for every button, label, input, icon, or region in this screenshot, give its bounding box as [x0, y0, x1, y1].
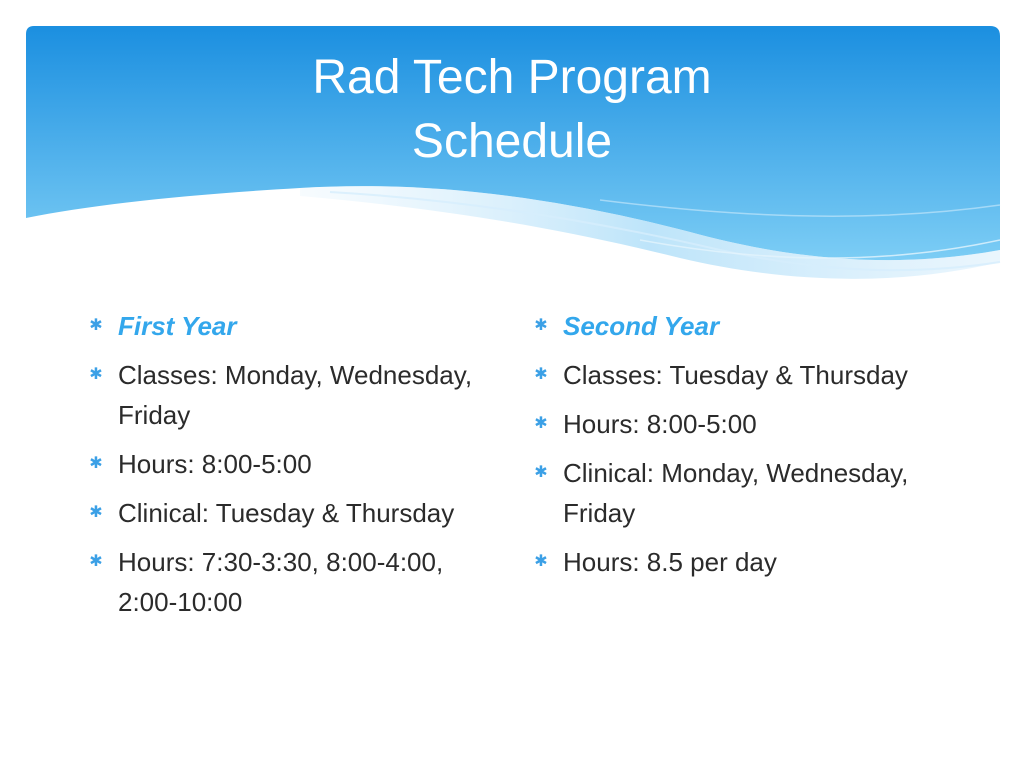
asterisk-icon: ✱	[89, 504, 103, 521]
list-item	[86, 355, 476, 435]
list-item	[531, 542, 921, 582]
second-year-column	[531, 306, 921, 591]
list-item	[86, 306, 476, 346]
asterisk-icon: ✱	[89, 366, 103, 383]
first-year-clinical-hours: Hours: 7:30-3:30, 8:00-4:00, 2:00-10:00	[118, 547, 444, 617]
asterisk-icon: ✱	[89, 317, 103, 334]
first-year-classes: Classes: Monday, Wednesday, Friday	[118, 360, 473, 430]
list-item	[86, 444, 476, 484]
second-year-classes: Classes: Tuesday & Thursday	[563, 360, 908, 390]
slide-title	[112, 46, 912, 174]
list-item	[531, 453, 921, 533]
asterisk-icon: ✱	[89, 553, 103, 570]
asterisk-icon: ✱	[534, 317, 548, 334]
first-year-heading: First Year	[118, 311, 237, 341]
first-year-clinical: Clinical: Tuesday & Thursday	[118, 498, 455, 528]
second-year-heading: Second Year	[563, 311, 720, 341]
asterisk-icon: ✱	[534, 464, 548, 481]
list-item	[531, 306, 921, 346]
asterisk-icon: ✱	[89, 455, 103, 472]
list-item	[531, 404, 921, 444]
asterisk-icon: ✱	[534, 553, 548, 570]
title-line-1: Rad Tech Program	[312, 51, 712, 104]
second-year-clinical: Clinical: Monday, Wednesday, Friday	[563, 458, 909, 528]
asterisk-icon: ✱	[534, 366, 548, 383]
first-year-class-hours: Hours: 8:00-5:00	[118, 449, 312, 479]
list-item	[86, 542, 476, 622]
first-year-column	[86, 306, 476, 631]
asterisk-icon: ✱	[534, 415, 548, 432]
list-item	[86, 493, 476, 533]
second-year-class-hours: Hours: 8:00-5:00	[563, 409, 757, 439]
second-year-clinical-hours: Hours: 8.5 per day	[563, 547, 777, 577]
list-item	[531, 355, 921, 395]
title-line-2: Schedule	[411, 115, 613, 168]
